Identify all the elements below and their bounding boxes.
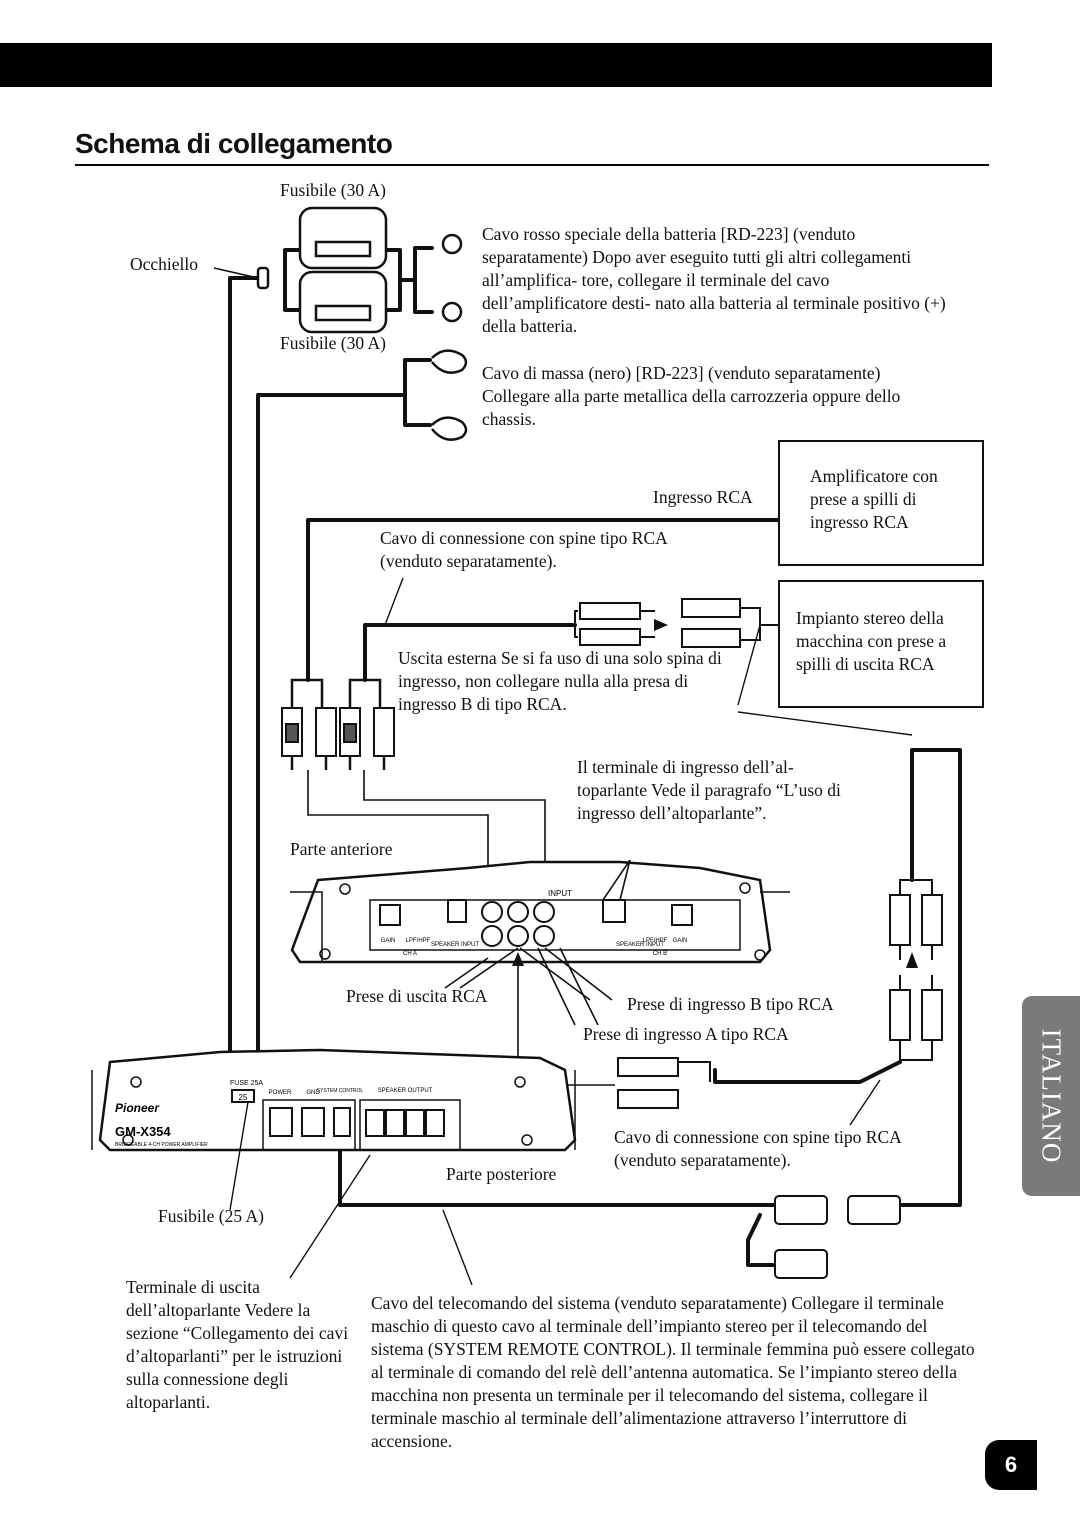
prese-uscita-label: Prese di uscita RCA	[346, 986, 488, 1006]
amp-input-box	[778, 440, 984, 566]
speaker-output-label: Terminale di uscita dell’altoparlante Vedere la sezione “Collegamento dei cavi d’altoparlanti” per le istruzioni sulla connessione degli altoparlanti.	[126, 1277, 349, 1412]
amp-gnd-marking: GND	[306, 1090, 320, 1096]
language-tab	[1022, 996, 1080, 1196]
amp-fuse-marking: FUSE 25A	[230, 1080, 264, 1087]
ground-cable-label: Cavo di massa (nero) [RD-223] (venduto separatamente) Collegare alla parte metallica della carrozzeria oppure dello chassis.	[482, 363, 901, 429]
amp-speaker-input-marking-b: SPEAKER INPUT	[615, 942, 665, 948]
remote-plug-male	[775, 1196, 827, 1224]
prese-b-label: Prese di ingresso B tipo RCA	[627, 994, 834, 1014]
amp-gain-marking-a: GAIN	[380, 938, 396, 944]
amp-speaker-output-marking: SPEAKER OUTPUT	[377, 1088, 433, 1094]
page-number-badge	[985, 1440, 1037, 1490]
amp-fuse-value: 25	[238, 1093, 248, 1102]
fuse-holder-bottom	[300, 272, 386, 332]
amp-gain-marking-b: GAIN	[672, 938, 688, 944]
ingresso-rca-label: Ingresso RCA	[653, 487, 753, 507]
stereo-box	[778, 580, 984, 708]
section-title: Schema di collegamento	[75, 128, 393, 159]
language-tab-label: ITALIANO	[1036, 1028, 1067, 1164]
amp-front	[292, 862, 770, 962]
amp-box-label: Amplificatore con prese a spilli di ingresso RCA	[810, 466, 938, 532]
remote-cable-label: Cavo del telecomando del sistema (venduto separatamente) Collegare il terminale maschio di questo cavo al terminale dell’impianto stereo per il telecomando del sistema (SYSTEM REMOTE CONTROL). Il terminale femmina può essere collegato al terminale di comando del relè dell’antenna automatica. Se l’impianto stereo della macchina non presenta un terminale per il telecomando del sistema, collegare il terminale maschio al terminale dell’alimentazione attraverso l’interruttore di accensione.	[371, 1293, 975, 1451]
uscita-esterna-label: Uscita esterna Se si fa uso di una solo spina di ingresso, non collegare nulla alla presa di ingresso B di tipo RCA.	[398, 648, 722, 714]
amp-ch-b-marking: CH B	[652, 951, 668, 957]
parte-posteriore-label: Parte posteriore	[446, 1164, 557, 1184]
parte-anteriore-label: Parte anteriore	[290, 839, 393, 859]
fuse-25-label: Fusibile (25 A)	[158, 1206, 264, 1226]
amp-brand-marking: Pioneer	[115, 1101, 160, 1115]
amp-subtitle-marking: BRIDGEABLE 4-CH POWER AMPLIFIER	[115, 1142, 208, 1148]
fuse-mid-label: Fusibile (30 A)	[280, 333, 386, 353]
amp-system-control-marking: SYSTEM CONTROL	[316, 1088, 364, 1094]
occhiello-label: Occhiello	[130, 254, 199, 274]
rca-cable-bottom-label: Cavo di connessione con spine tipo RCA (venduto separatamente).	[614, 1127, 901, 1170]
stereo-box-label: Impianto stereo della macchina con prese a spilli di uscita RCA	[796, 608, 947, 674]
speaker-input-label: Il terminale di ingresso dell’al- toparlante Vede il paragrafo “L’uso di ingresso dell’altoparlante”.	[577, 757, 841, 823]
page-number: 6	[1004, 1452, 1018, 1477]
amp-lpf-marking-b: LPF/HPF	[642, 938, 668, 944]
amp-model-marking: GM-X354	[115, 1124, 171, 1139]
fuse-top-label: Fusibile (30 A)	[280, 180, 386, 200]
fuse-holder-top	[300, 208, 386, 268]
remote-plug-female	[848, 1196, 900, 1224]
occhiello-ring	[258, 268, 268, 288]
amp-input-marking: INPUT	[548, 889, 572, 898]
amp-speaker-input-marking-a: SPEAKER INPUT	[430, 942, 480, 948]
red-cable-label: Cavo rosso speciale della batteria [RD-223] (venduto separatamente) Dopo aver eseguito tutti gli altri collegamenti all’amplifica- tore, collegare il terminale del cavo dell’amplificatore desti- nato alla batteria al terminale positivo (+) della batteria.	[482, 224, 946, 336]
amp-power-marking: POWER	[268, 1090, 292, 1096]
prese-a-label: Prese di ingresso A tipo RCA	[583, 1024, 789, 1044]
amp-lpf-marking-a: LPF/HPF	[405, 938, 431, 944]
amp-ch-a-marking: CH A	[402, 951, 418, 957]
rca-cable-top-label: Cavo di connessione con spine tipo RCA (venduto separatamente).	[380, 528, 667, 571]
